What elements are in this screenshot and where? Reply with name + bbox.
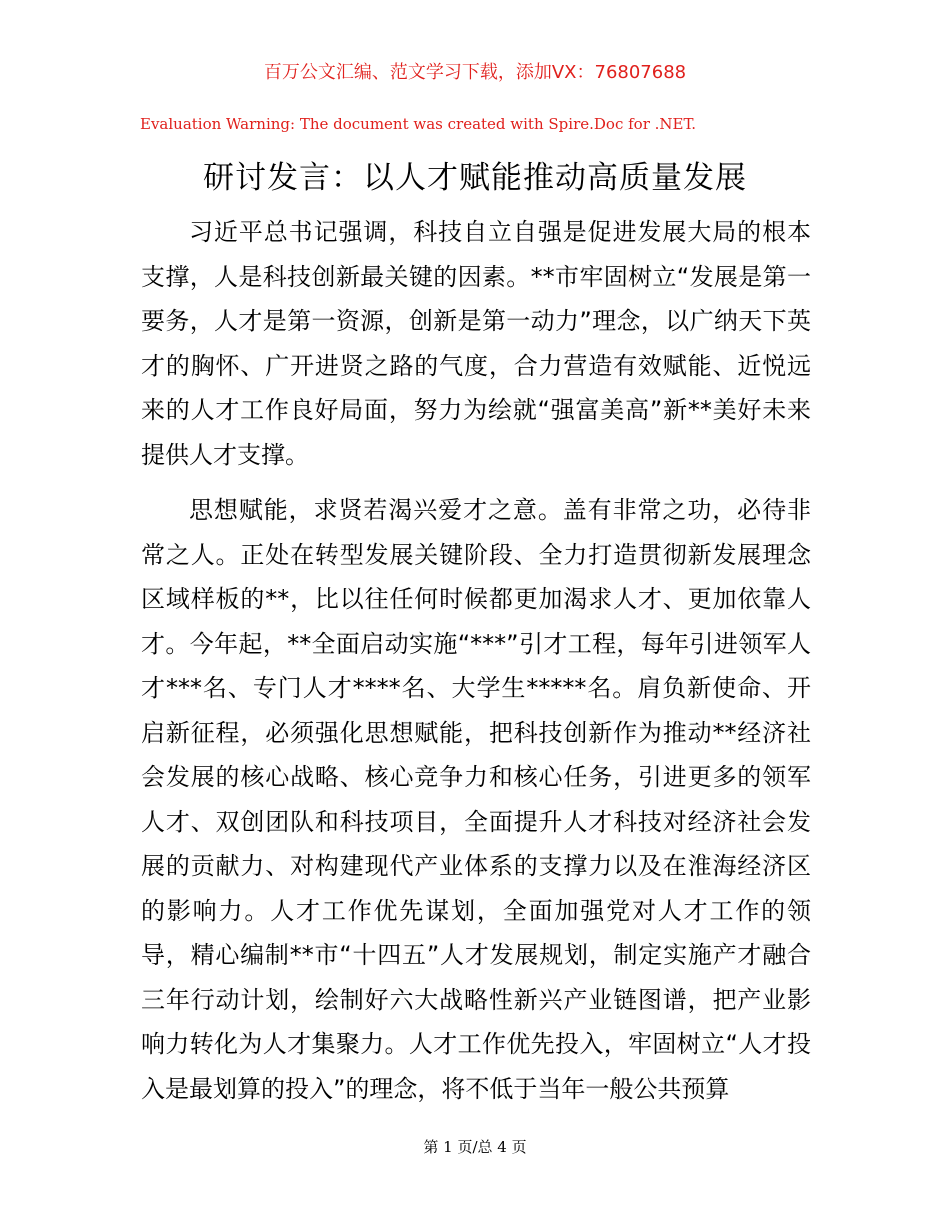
promo-banner: 百万公文汇编、范文学习下载，添加VX：76807688 <box>263 62 687 83</box>
document-title: 研讨发言：以人才赋能推动高质量发展 <box>203 160 747 196</box>
paragraph-thought-empowerment: 思想赋能，求贤若渴兴爱才之意。盖有非常之功，必待非常之人。正处在转型发展关键阶段、全力打造贯彻新发展理念区域样板的**，比以往任何时候都更加渴求人才、更加依靠人才。今年起，**全面启动实施“***”引才工程，每年引进领军人才***名、专门人才****名、大学生*****名。肩负新使命、开启新征程，必须强化思想赋能，把科技创新作为推动**经济社会发展的核心战略、核心竞争力和核心任务，引进更多的领军人才、双创团队和科技项目，全面提升人才科技对经济社会发展的贡献力、对构建现代产业体系的支撑力以及在淮海经济区的影响力。人才工作优先谋划，全面加强党对人才工作的领导，精心编制**市“十四五”人才发展规划，制定实施产才融合三年行动计划，绘制好六大战略性新兴产业链图谱，把产业影响力转化为人才集聚力。人才工作优先投入，牢固树立“人才投入是最划算的投入”的理念，将不低于当年一般公共预算 <box>141 496 811 1103</box>
evaluation-warning: Evaluation Warning: The document was created with Spire.Doc for .NET. <box>140 115 697 133</box>
document-body <box>141 210 811 1122</box>
page-number-footer: 第 1 页/总 4 页 <box>423 1138 527 1156</box>
paragraph-intro: 习近平总书记强调，科技自立自强是促进发展大局的根本支撑，人是科技创新最关键的因素。**市牢固树立“发展是第一要务，人才是第一资源，创新是第一动力”理念，以广纳天下英才的胸怀、广开进贤之路的气度，合力营造有效赋能、近悦远来的人才工作良好局面，努力为绘就“强富美高”新**美好未来提供人才支撑。 <box>141 218 811 469</box>
